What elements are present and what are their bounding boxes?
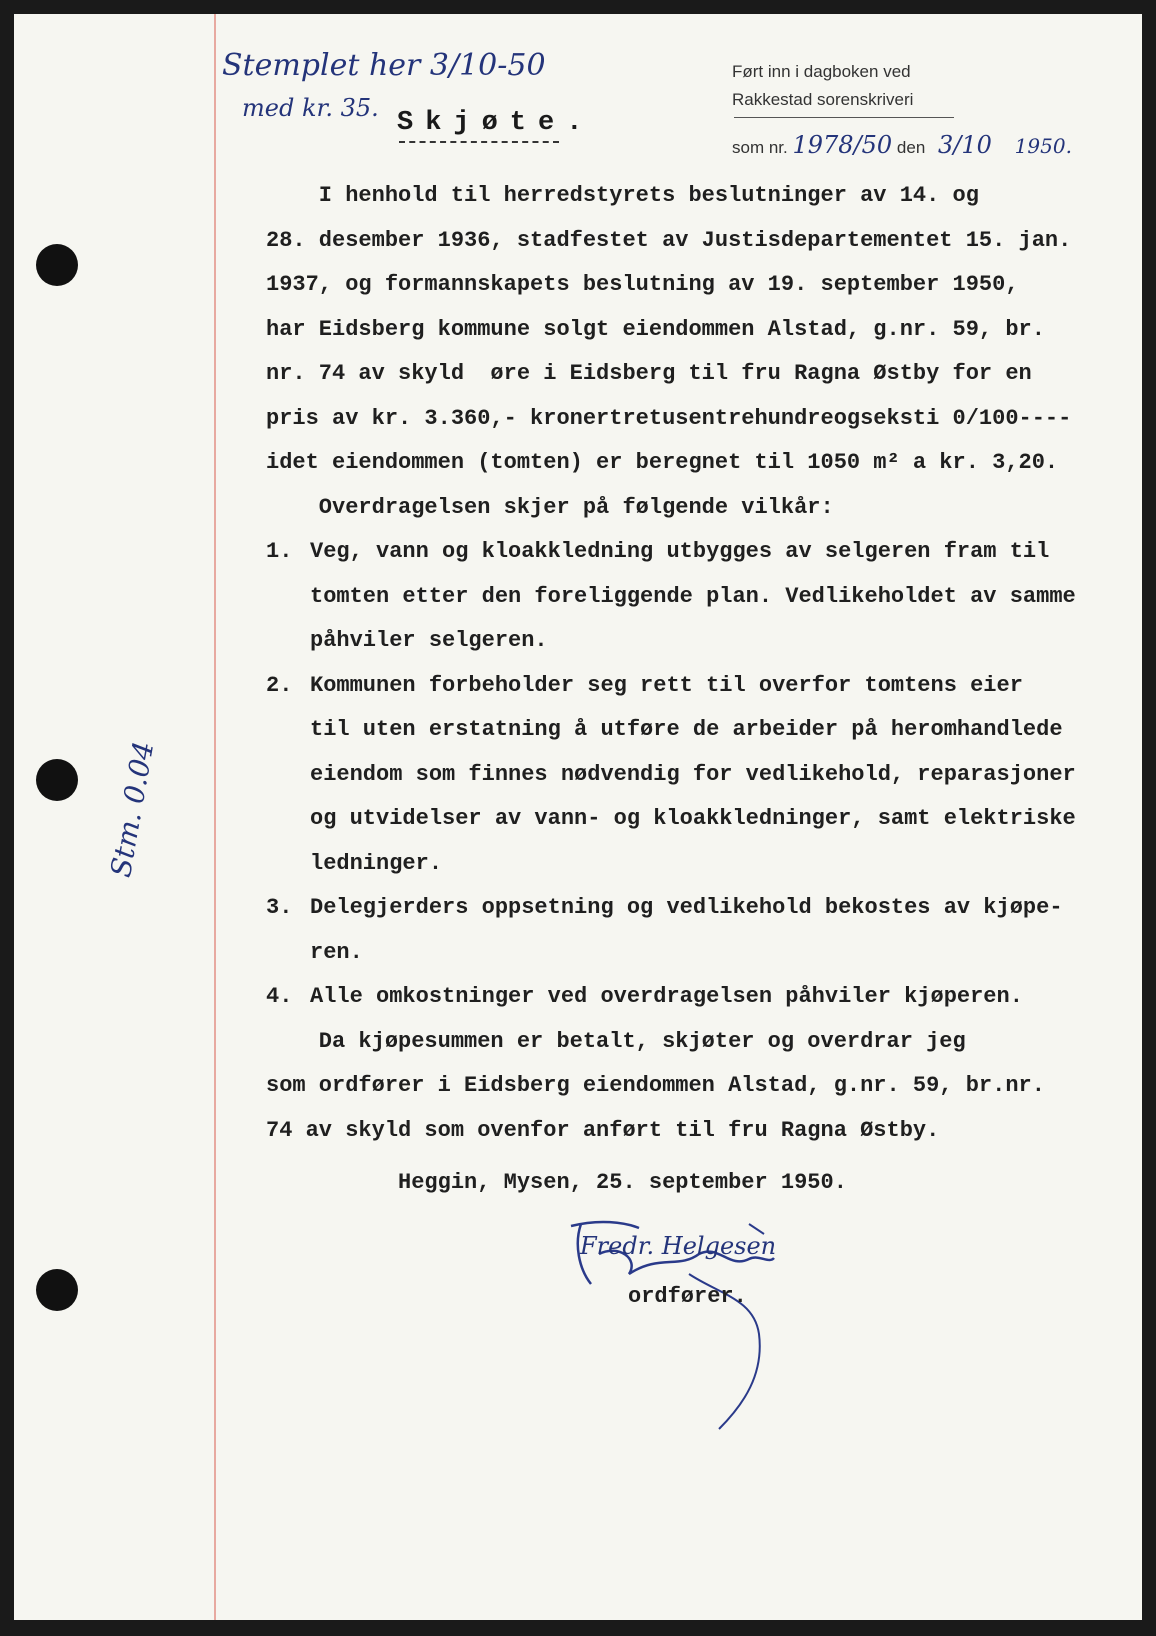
condition-line: til uten erstatning å utføre de arbeider på heromhandlede bbox=[310, 717, 1063, 742]
punch-hole-middle bbox=[36, 759, 78, 801]
body-line: 1937, og formannskapets beslutning av 19. september 1950, bbox=[266, 272, 1019, 297]
condition-line: Veg, vann og kloakkledning utbygges av selgeren fram til bbox=[310, 539, 1050, 564]
condition-4 bbox=[266, 975, 1152, 1020]
stamp-prefix: som nr. bbox=[732, 138, 788, 157]
body-line: Da kjøpesummen er betalt, skjøter og overdrar jeg bbox=[266, 1028, 966, 1054]
body-line: pris av kr. 3.360,- kronertretusentrehundreogseksti 0/100---- bbox=[266, 405, 1072, 431]
condition-line: ren. bbox=[310, 939, 363, 965]
stamp-line3 bbox=[732, 132, 1072, 161]
body-line: 74 av skyld som ovenfor anført til fru Ragna Østby. bbox=[266, 1117, 940, 1143]
body-line: har Eidsberg kommune solgt eiendommen Alstad, g.nr. 59, br. bbox=[266, 316, 1045, 342]
condition-line: eiendom som finnes nødvendig for vedlikehold, reparasjoner bbox=[310, 761, 1076, 787]
condition-line: tomten etter den foreliggende plan. Vedlikeholdet av samme bbox=[310, 583, 1076, 609]
body-line: idet eiendommen (tomten) er beregnet til 1050 m² a kr. 3,20. bbox=[266, 450, 1059, 475]
stamp-date-label: den bbox=[896, 138, 926, 157]
stamp-date: 3/10 bbox=[938, 131, 992, 159]
conditions-heading: Overdragelsen skjer på følgende vilkår: bbox=[266, 494, 834, 520]
body-line: nr. 74 av skyld øre i Eidsberg til fru Ragna Østby for en bbox=[266, 361, 1032, 386]
stamp-year: 1950. bbox=[1014, 134, 1072, 158]
condition-number: 4. bbox=[266, 984, 293, 1009]
body-line: I henhold til herredstyrets beslutninger av 14. og bbox=[266, 183, 979, 208]
margin-note-line2: med kr. 35. bbox=[242, 94, 379, 122]
condition-line: Alle omkostninger ved overdragelsen påhviler kjøperen. bbox=[310, 984, 1023, 1009]
stamp-line1: Ført inn i dagboken ved bbox=[732, 62, 911, 81]
condition-number: 1. bbox=[266, 539, 293, 564]
body-line: 28. desember 1936, stadfestet av Justisdepartementet 15. jan. bbox=[266, 227, 1072, 253]
stamp-number: 1978/50 bbox=[792, 131, 893, 159]
document-page bbox=[14, 14, 1142, 1620]
condition-3 bbox=[266, 886, 1152, 975]
punch-hole-bottom bbox=[36, 1269, 78, 1311]
signature-role: ordfører. bbox=[628, 1284, 747, 1309]
condition-line: Kommunen forbeholder seg rett til overfor tomtens eier bbox=[310, 672, 1023, 698]
margin-note-line1: Stemplet her 3/10-50 bbox=[222, 48, 546, 83]
condition-1 bbox=[266, 530, 1152, 664]
body-line: som ordfører i Eidsberg eiendommen Alstad, g.nr. 59, br.nr. bbox=[266, 1073, 1045, 1098]
document-body bbox=[266, 174, 1152, 1206]
condition-number: 2. bbox=[266, 672, 293, 698]
condition-number: 3. bbox=[266, 895, 293, 920]
signature-name: Fredr. Helgesen bbox=[580, 1232, 777, 1260]
condition-line: påhviler selgeren. bbox=[310, 628, 548, 653]
title-underline bbox=[399, 141, 559, 143]
punch-hole-top bbox=[36, 244, 78, 286]
condition-line: Delegjerders oppsetning og vedlikehold bekostes av kjøpe- bbox=[310, 895, 1063, 920]
condition-2 bbox=[266, 664, 1152, 887]
condition-line: og utvidelser av vann- og kloakkledninger, samt elektriske bbox=[310, 806, 1076, 831]
place-date: Heggin, Mysen, 25. september 1950. bbox=[266, 1170, 847, 1195]
margin-line bbox=[214, 14, 216, 1620]
stamp-rule bbox=[734, 117, 954, 118]
side-note: Stm. 0.04 bbox=[104, 738, 161, 880]
condition-line: ledninger. bbox=[310, 850, 443, 876]
document-title: Skjøte. bbox=[397, 108, 595, 138]
stamp-line2: Rakkestad sorenskriveri bbox=[732, 90, 914, 109]
